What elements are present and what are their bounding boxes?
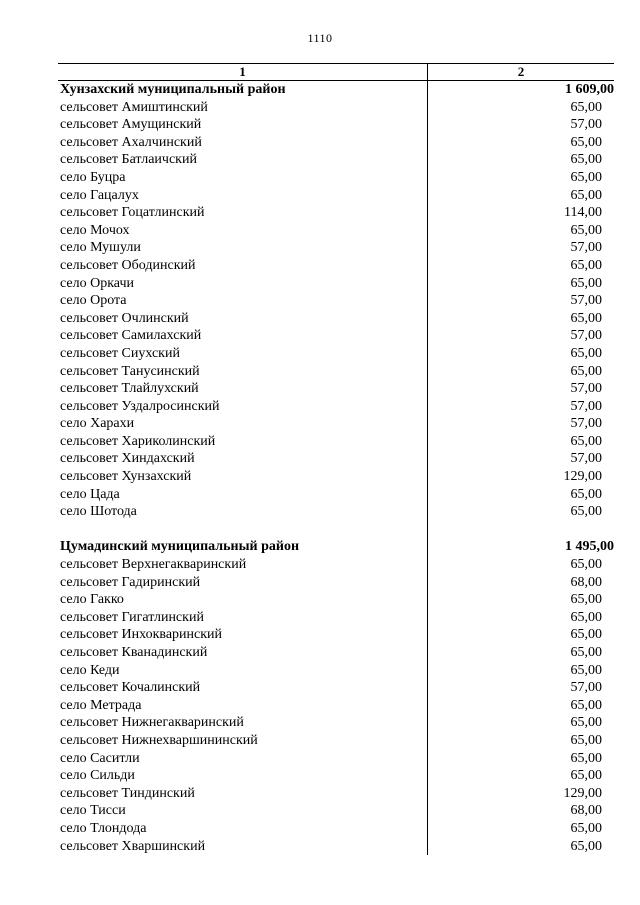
settlement-name: сельсовет Верхнегакваринский [60,557,247,573]
table-row [58,310,614,328]
settlement-name: сельсовет Кочалинский [60,680,201,696]
district-total: 1 495,00 [565,539,614,555]
settlement-name: сельсовет Ободинский [60,257,196,273]
settlement-name: село Гацалух [60,187,139,203]
settlement-name: сельсовет Хиндахский [60,451,195,467]
settlement-value: 65,00 [570,169,602,185]
settlement-name: сельсовет Инхокваринский [60,627,223,643]
table-row [58,327,614,345]
settlement-name: сельсовет Батлаичский [60,152,197,168]
table-row [58,204,614,222]
settlement-name: сельсовет Хариколинский [60,433,216,449]
settlement-value: 57,00 [570,240,602,256]
district-name: Хунзахский муниципальный район [60,82,286,97]
table-row [58,187,614,205]
settlement-name: сельсовет Гадиринский [60,574,201,590]
settlement-value: 65,00 [570,99,602,115]
settlement-value: 65,00 [570,592,602,608]
settlement-name: сельсовет Уздалросинский [60,398,220,414]
table-row [58,503,614,521]
settlement-name: село Саситли [60,750,140,766]
table-row [58,239,614,257]
table-row [58,609,614,627]
table-row [58,345,614,363]
settlement-value: 129,00 [563,469,602,485]
table-row [58,802,614,820]
settlement-value: 57,00 [570,293,602,309]
settlement-value: 65,00 [570,310,602,326]
settlement-value: 57,00 [570,117,602,133]
settlement-name: сельсовет Сиухский [60,345,180,361]
table-row [58,644,614,662]
settlement-name: село Орота [60,293,127,309]
settlement-value: 57,00 [570,398,602,414]
settlement-value: 65,00 [570,222,602,238]
settlement-name: село Метрада [60,697,142,713]
settlement-name: село Мочох [60,222,130,238]
settlement-value: 65,00 [570,715,602,731]
table-row [58,433,614,451]
table-row [58,151,614,169]
settlement-value: 57,00 [570,381,602,397]
district-total-row [58,81,614,99]
settlement-value: 65,00 [570,750,602,766]
settlement-name: сельсовет Кванадинский [60,645,208,660]
settlement-name: село Тлондода [60,820,147,836]
table-row [58,574,614,592]
table-row [58,662,614,680]
table-header [58,63,614,81]
table-row [58,450,614,468]
settlement-name: сельсовет Самилахский [60,328,202,344]
table-row [58,398,614,416]
settlement-value: 65,00 [570,557,602,573]
settlement-value: 68,00 [570,803,602,819]
table-row [58,714,614,732]
settlement-value: 65,00 [570,609,602,625]
settlement-name: сельсовет Танусинский [60,363,200,379]
settlement-value: 65,00 [570,275,602,291]
table-row [58,468,614,486]
settlement-value: 65,00 [570,152,602,168]
table-row [58,820,614,838]
settlement-name: село Мушули [60,240,141,256]
table-row [58,556,614,574]
settlement-value: 65,00 [570,732,602,748]
settlement-value: 65,00 [570,820,602,836]
table-row [58,732,614,750]
settlement-name: сельсовет Очлинский [60,310,189,326]
settlement-value: 65,00 [570,345,602,361]
table-row [58,116,614,134]
settlement-name: сельсовет Ахалчинский [60,134,202,150]
settlement-name: сельсовет Хваршинский [60,838,206,854]
table-row [58,626,614,644]
table-row [58,134,614,152]
table-row [58,697,614,715]
settlement-name: село Тисси [60,803,126,819]
settlement-name: село Гакко [60,592,124,608]
settlement-value: 57,00 [570,680,602,696]
page-number: 1110 [307,31,333,45]
settlement-value: 65,00 [570,697,602,713]
district-total-row [58,538,614,556]
settlement-name: сельсовет Амущинский [60,117,202,133]
settlement-value: 65,00 [570,768,602,784]
settlement-name: сельсовет Нижнегакваринский [60,715,244,731]
settlement-name: сельсовет Тиндинский [60,785,195,801]
table-row [58,767,614,785]
district-section [58,81,614,521]
settlement-value: 68,00 [570,574,602,590]
table-row [58,257,614,275]
settlement-value: 65,00 [570,433,602,449]
settlement-name: сельсовет Хунзахский [60,469,192,485]
table-row [58,169,614,187]
settlement-name: село Цада [60,486,120,502]
settlement-name: село Харахи [60,416,135,432]
settlement-name: село Сильди [60,768,135,784]
settlement-value: 65,00 [570,504,602,520]
settlement-name: сельсовет Нижнехваршининский [60,732,258,748]
district-section [58,538,614,855]
table-row [58,380,614,398]
settlement-value: 65,00 [570,627,602,643]
table-row [58,292,614,310]
settlement-value: 65,00 [570,257,602,273]
table-row [58,679,614,697]
settlement-value: 65,00 [570,363,602,379]
table-row [58,275,614,293]
table-row [58,363,614,381]
settlement-value: 65,00 [570,838,602,854]
settlement-value: 57,00 [570,416,602,432]
column-1-header: 1 [58,64,428,80]
settlement-name: сельсовет Гигатлинский [60,609,204,625]
settlement-name: село Оркачи [60,275,134,291]
settlement-name: сельсовет Тлайлухский [60,381,199,397]
settlement-name: сельсовет Гоцатлинский [60,205,205,221]
settlement-value: 57,00 [570,328,602,344]
settlement-value: 65,00 [570,645,602,660]
district-total: 1 609,00 [565,82,614,97]
table-row [58,838,614,856]
table-row [58,415,614,433]
section-spacer [58,521,427,539]
settlement-value: 65,00 [570,486,602,502]
settlement-value: 65,00 [570,187,602,203]
table-row [58,750,614,768]
settlement-value: 129,00 [563,785,602,801]
settlement-value: 57,00 [570,451,602,467]
settlement-name: село Кеди [60,662,120,678]
settlement-value: 65,00 [570,662,602,678]
settlement-name: сельсовет Амиштинский [60,99,208,115]
column-2-header: 2 [517,64,525,79]
table-row [58,591,614,609]
settlement-name: село Шотода [60,504,137,520]
table-row [58,222,614,240]
table-body [58,81,614,855]
table-row [58,486,614,504]
settlement-value: 114,00 [564,205,602,221]
settlement-value: 65,00 [570,134,602,150]
settlement-name: село Буцра [60,169,126,185]
district-name: Цумадинский муниципальный район [60,539,300,555]
allocation-table [58,63,614,855]
table-row [58,99,614,117]
table-row [58,785,614,803]
